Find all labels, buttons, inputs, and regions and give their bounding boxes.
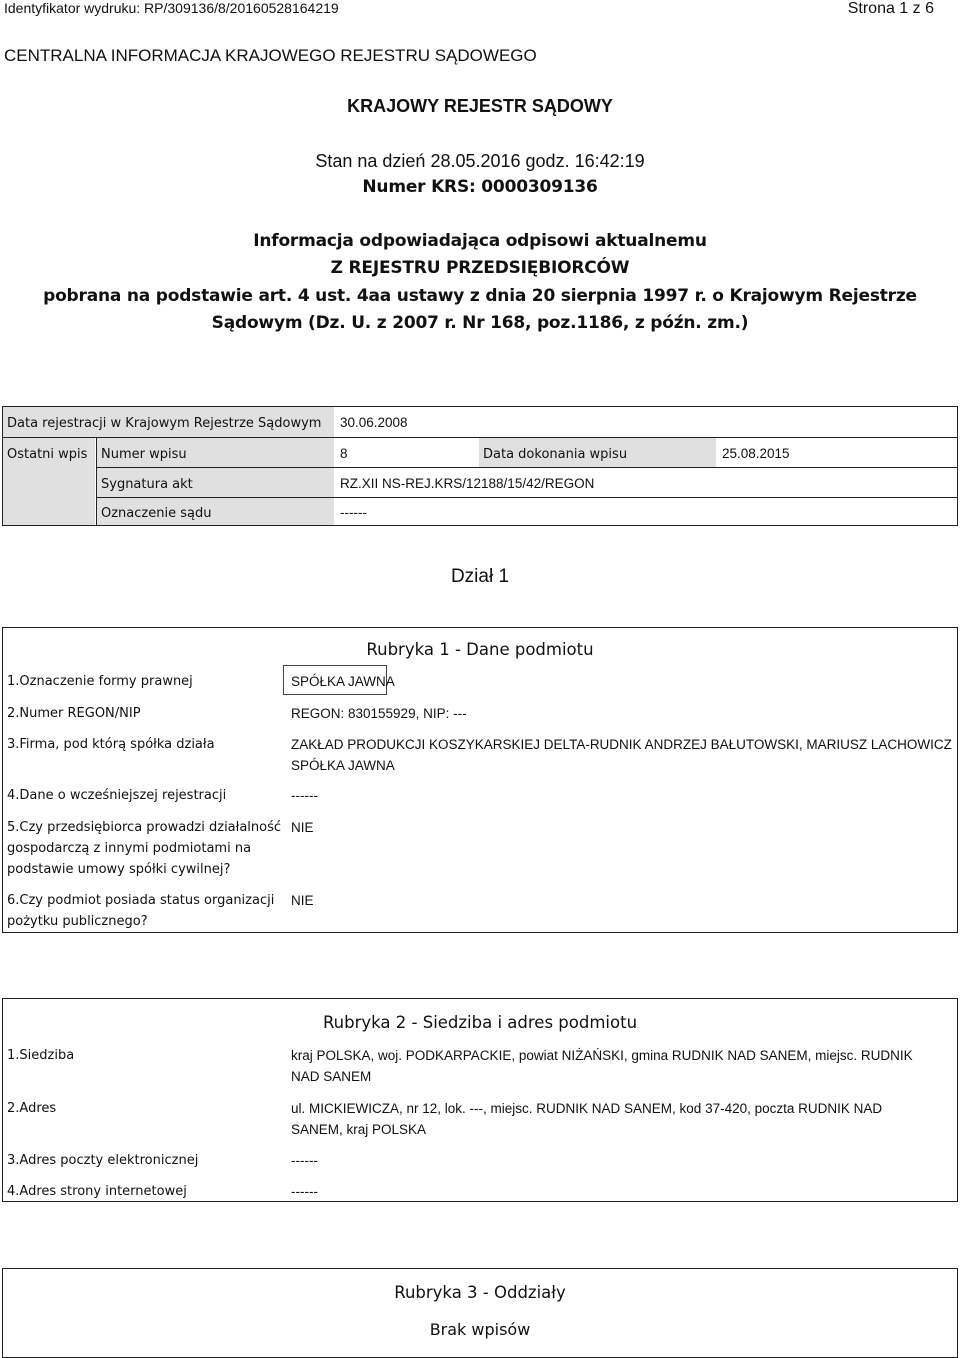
entry-number-label: Numer wpisu	[97, 438, 334, 467]
field-value-address-2: SANEM, kraj POLSKA	[291, 1122, 427, 1137]
signature-value: RZ.XII NS-REJ.KRS/12188/15/42/REGON	[340, 476, 595, 491]
krs-number: Numer KRS: 0000309136	[362, 177, 598, 197]
rubryka-3-title: Rubryka 3 - Oddziały	[394, 1283, 566, 1302]
field-label-legal-form: 1.Oznaczenie formy prawnej	[7, 674, 193, 689]
field-value-email: ------	[291, 1153, 318, 1168]
rubryka-3-empty: Brak wpisów	[429, 1320, 531, 1339]
field-value-seat-1: kraj POLSKA, woj. PODKARPACKIE, powiat NIŻAŃSKI, gmina RUDNIK NAD SANEM, miejsc. RUDNIK	[291, 1048, 913, 1063]
field-label-address: 2.Adres	[7, 1101, 57, 1116]
field-value-company-name-1: ZAKŁAD PRODUKCJI KOSZYKARSKIEJ DELTA-RUDNIK ANDRZEJ BAŁUTOWSKI, MARIUSZ LACHOWICZ	[291, 737, 952, 752]
legal-basis-line-1: pobrana na podstawie art. 4 ust. 4aa ustawy z dnia 20 sierpnia 1997 r. o Krajowym Rejestrze	[43, 286, 917, 306]
field-value-company-name-2: SPÓŁKA JAWNA	[291, 758, 395, 773]
field-label-public-benefit-2: pożytku publicznego?	[7, 914, 148, 929]
field-label-public-benefit-1: 6.Czy podmiot posiada status organizacji	[7, 893, 275, 908]
field-label-prior-registration: 4.Dane o wcześniejszej rejestracji	[7, 788, 227, 803]
legal-basis-line-2: Sądowym (Dz. U. z 2007 r. Nr 168, poz.1186, z późn. zm.)	[211, 313, 749, 333]
document-title: KRAJOWY REJESTR SĄDOWY	[347, 96, 613, 116]
field-value-public-benefit: NIE	[291, 893, 314, 908]
field-value-legal-form: SPÓŁKA JAWNA	[291, 674, 395, 689]
field-value-seat-2: NAD SANEM	[291, 1069, 372, 1084]
field-label-seat: 1.Siedziba	[7, 1048, 75, 1063]
field-label-civil-partnership-2: gospodarczą z innymi podmiotami na	[7, 841, 252, 856]
entry-date-value: 25.08.2015	[722, 446, 790, 461]
reg-date-label: Data rejestracji w Krajowym Rejestrze Sądowym	[3, 407, 334, 437]
field-label-company-name: 3.Firma, pod którą spółka działa	[7, 737, 215, 752]
signature-label: Sygnatura akt	[97, 468, 334, 497]
entry-number-value: 8	[340, 446, 348, 461]
field-value-address-1: ul. MICKIEWICZA, nr 12, lok. ---, miejsc. RUDNIK NAD SANEM, kod 37-420, poczta RUDNIK NAD	[291, 1101, 883, 1116]
entry-date-label: Data dokonania wpisu	[479, 438, 716, 467]
print-identifier: Identyfikator wydruku: RP/309136/8/20160528164219	[4, 0, 339, 16]
rubryka-2-title: Rubryka 2 - Siedziba i adres podmiotu	[322, 1013, 638, 1032]
page-number: Strona 1 z 6	[847, 0, 934, 17]
organization-name: CENTRALNA INFORMACJA KRAJOWEGO REJESTRU SĄDOWEGO	[4, 46, 537, 65]
court-value: ------	[340, 505, 367, 520]
field-label-regon-nip: 2.Numer REGON/NIP	[7, 706, 141, 721]
field-value-regon-nip: REGON: 830155929, NIP: ---	[291, 706, 467, 721]
last-entry-label: Ostatni wpis	[3, 438, 95, 525]
reg-date-value: 30.06.2008	[340, 415, 408, 430]
state-date: Stan na dzień 28.05.2016 godz. 16:42:19	[315, 151, 645, 171]
section-title: Dział 1	[450, 566, 510, 587]
field-value-website: ------	[291, 1184, 318, 1199]
info-line-1: Informacja odpowiadająca odpisowi aktualnemu	[253, 231, 707, 251]
field-label-civil-partnership-1: 5.Czy przedsiębiorca prowadzi działalność	[7, 820, 282, 835]
field-label-civil-partnership-3: podstawie umowy spółki cywilnej?	[7, 862, 231, 877]
field-value-civil-partnership: NIE	[291, 820, 314, 835]
rubryka-1-title: Rubryka 1 - Dane podmiotu	[366, 640, 594, 659]
info-line-2: Z REJESTRU PRZEDSIĘBIORCÓW	[330, 258, 630, 278]
field-label-website: 4.Adres strony internetowej	[7, 1184, 187, 1199]
field-label-email: 3.Adres poczty elektronicznej	[7, 1153, 199, 1168]
rubryka-3-border	[2, 1268, 958, 1358]
court-label: Oznaczenie sądu	[97, 498, 334, 525]
field-value-prior-registration: ------	[291, 788, 318, 803]
